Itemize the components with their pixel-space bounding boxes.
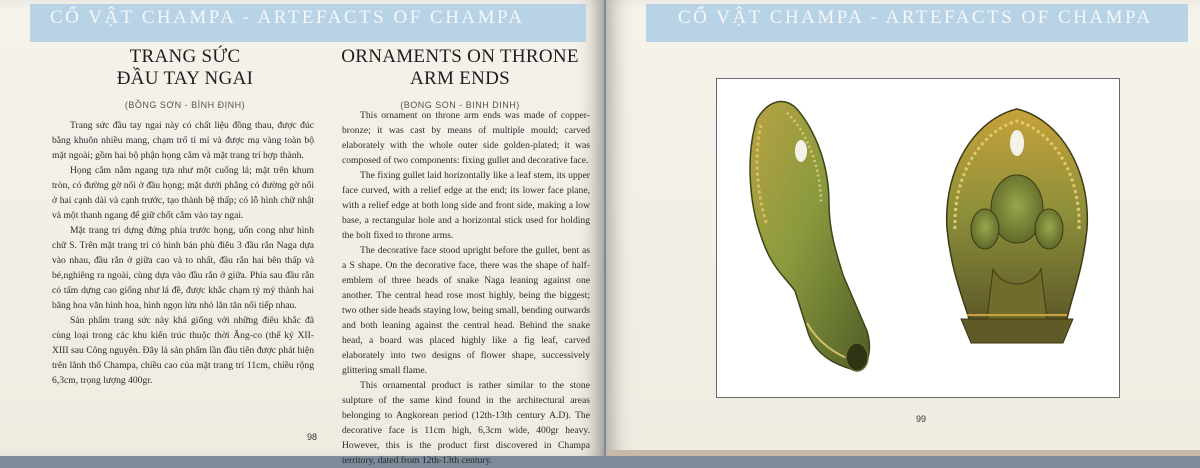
english-title-block [320,46,600,110]
page-header-right: CỔ VẬT CHAMPA - ARTEFACTS OF CHAMPA [646,4,1188,42]
english-body-text [342,108,590,468]
vn-location: (BỒNG SƠN - BÌNH ĐỊNH) [124,100,246,110]
right-page [606,0,1200,456]
artifact-front-view [947,109,1088,343]
page-number-right: 99 [916,414,927,424]
artifact-photo-frame [716,78,1120,398]
page-header-left: CỔ VẬT CHAMPA - ARTEFACTS OF CHAMPA [30,4,586,42]
vn-paragraph: Trang sức đầu tay ngai này có chất liệu đồng thau, được đúc bằng khuôn nhiều mang, chạm trổ tỉ mỉ và được mạ vàng toàn bộ mặt ngoài; gồm hai bộ phận họng cắm và mặt trang trí hợp thành. [52,120,314,161]
en-title-line2: ARM ENDS [409,68,511,89]
en-paragraph: This ornament on throne arm ends was made of copper-bronze; it was cast by means of multiple mould; carved elaborately with the whole outer side golden-plated; it was composed of two components: fixing gullet and decorative face. [342,110,590,166]
vn-paragraph: Họng cắm nằm ngang tựa như một cuống lá; mặt trên khum tròn, có đường gờ nổi ở đầu họng; mặt dưới phẳng có đường gờ nổi ở hai cạnh dài và cạnh trước, tạo thành bệ thấp; có lỗ hình chữ nhật và một thanh ngang để giữ chốt cắm vào tay ngai. [52,165,314,221]
page-bottom-edge [606,450,1200,456]
en-paragraph: This ornamental product is rather similar to the stone sulpture of the same kind found in the architectural areas belonging to Angkorean period (12th-13th century A.D). The decorative face is 11cm high, 6,3cm wide, 400gr heavy. However, this is the product first discovered in Champa territory, dated from 12th-13th century. [342,380,590,466]
vn-paragraph: Mặt trang trí dựng đứng phía trước họng, uốn cong như hình chữ S. Trên mặt trang trí có hình bán phù điêu 3 đầu rắn Naga dựa vào nhau, đầu rắn ở giữa cao và to nhất, đầu rắn hai bên thấp và bé,nghiêng ra ngoài, cùng dựa vào đầu rắn ở giữa. Phía sau đầu rắn có tấm dựng cao giống như lá đề, được khắc chạm tỷ mỷ thành hai băng hoa văn hình hoa, hình ngọn lửa nhỏ lăn tăn nối tiếp nhau. [52,225,314,311]
artifact-side-view [750,102,869,371]
vn-title-line2: ĐẦU TAY NGAI [116,68,254,89]
page-number-left: 98 [307,432,318,442]
vietnamese-body-text [52,118,314,388]
vn-title-line1: TRANG SỨC [129,46,241,67]
en-paragraph: The fixing gullet laid horizontally like a leaf stem, its upper face curved, with a relief edge at the end; its lower face plane, with a relief edge at both long side and front side, making a low base, a rectangular hole and a horizontal stick used for holding the bolt fixed to throne arms. [342,170,590,241]
vn-paragraph: Sản phẩm trang sức này khá giống với những điêu khắc đã cùng loại trong các khu kiến trúc thuộc thời Ăng-co (thế kỷ XII-XIII sau Công nguyên. Đây là sản phẩm lần đầu tiên được phát hiện trên lãnh thổ Champa, chiều cao của mặt trang trí 11cm, chiều rộng 6,3cm, trọng lượng 400gr. [52,315,314,386]
artifact-photo [717,79,1119,397]
en-location: (BONG SON - BINH DINH) [400,100,520,110]
en-title-line1: ORNAMENTS ON THRONE [341,46,579,67]
vietnamese-title-block [70,46,300,110]
en-paragraph: The decorative face stood upright before the gullet, bent as a S shape. On the decorative face, there was the shape of half-emblem of three heads of snake Naga leaning against one another. The central head rose most highly, being the biggest; two other side heads staying low, being small, bending outwards and both leaning against the central head. Behind the snake head, a board was placed highly like a fig leaf, carved elaborately into two designs of flower shape, successively glittering small flame. [342,245,590,376]
